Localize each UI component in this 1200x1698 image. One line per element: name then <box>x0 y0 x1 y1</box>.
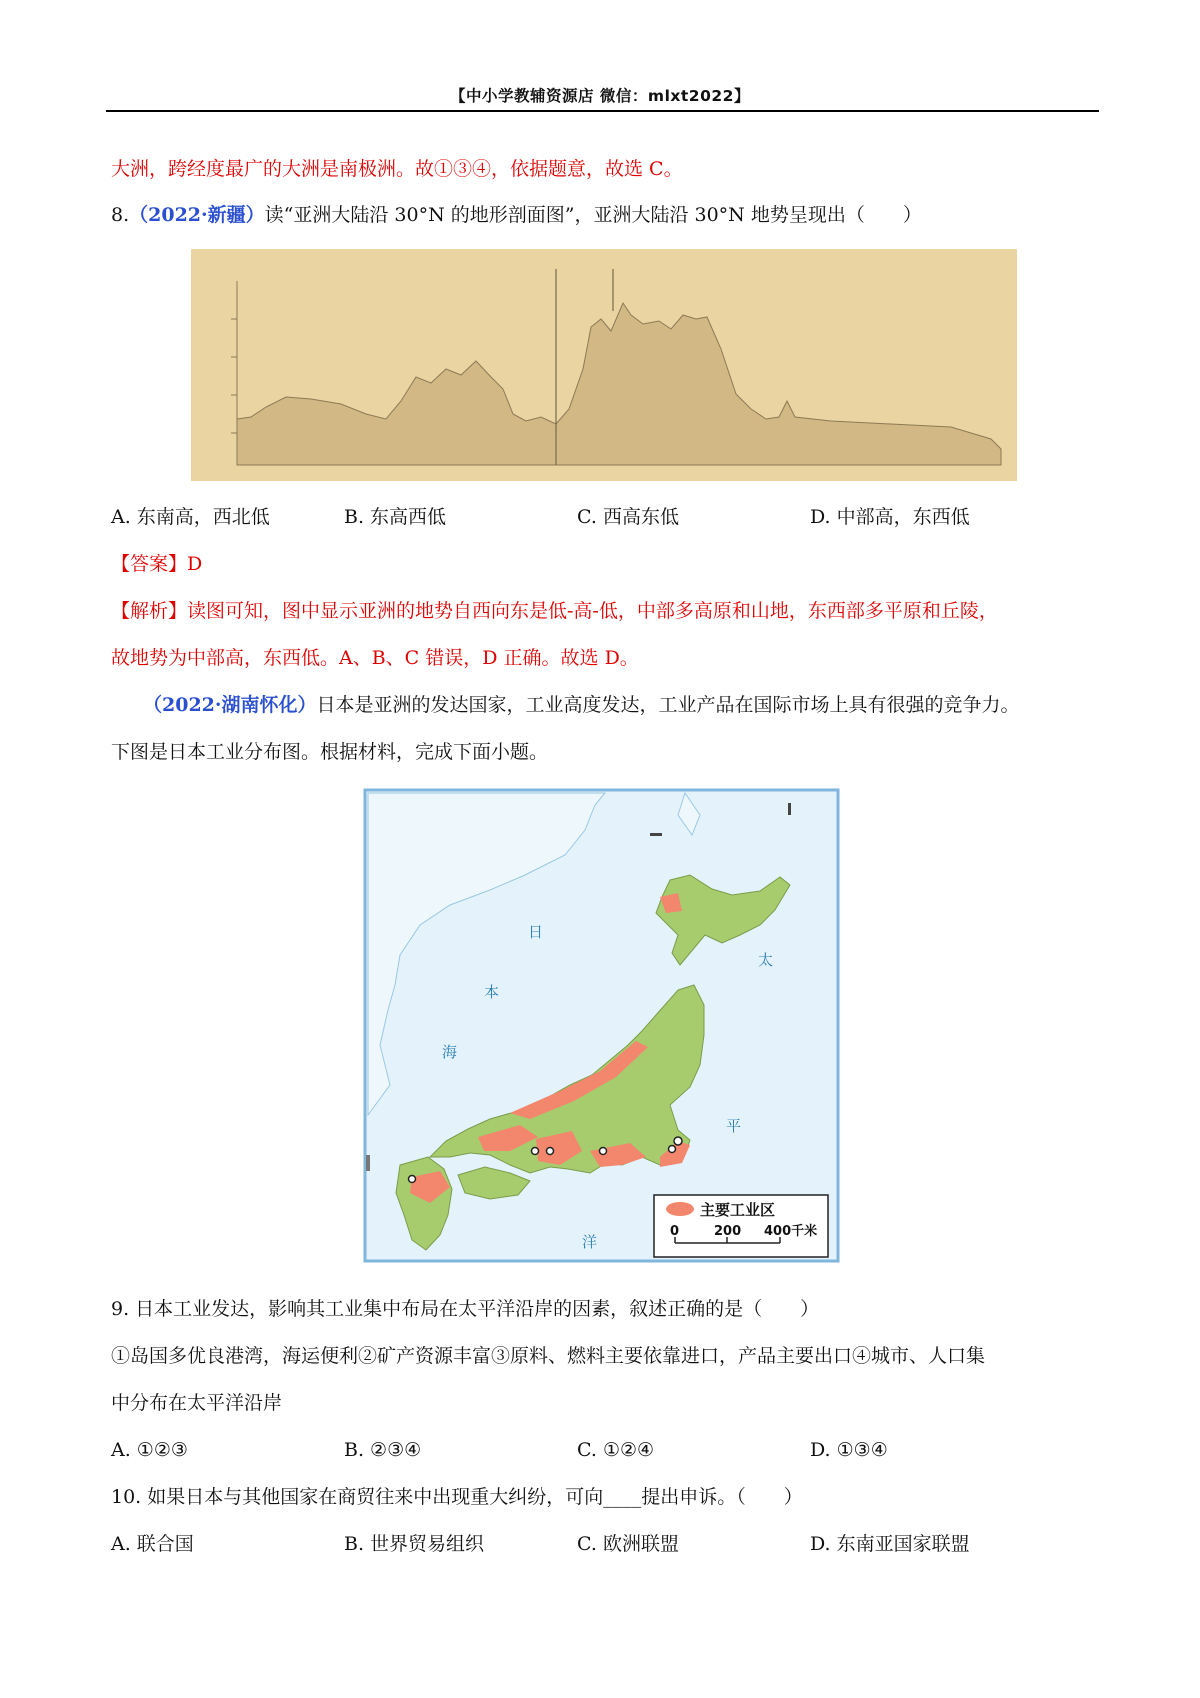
sea-label-hai: 海 <box>442 1043 458 1061</box>
legend-label: 主要工业区 <box>700 1201 776 1219</box>
question-8-stem <box>111 202 922 228</box>
sea-label-ri: 日 <box>528 923 544 941</box>
q10-option-a[interactable]: A. 联合国 <box>111 1533 194 1555</box>
previous-answer-tail: 大洲，跨经度最广的大洲是南极洲。故①③④，依据题意，故选 C。 <box>111 158 683 180</box>
scale-400: 400千米 <box>764 1224 818 1239</box>
material-line-2: 下图是日本工业分布图。根据材料，完成下面小题。 <box>111 741 549 763</box>
question-9-stem: 9. 日本工业发达，影响其工业集中布局在太平洋沿岸的因素，叙述正确的是（ ） <box>111 1298 820 1320</box>
question-9-items-2: 中分布在太平洋沿岸 <box>111 1392 283 1414</box>
material-line-1 <box>143 692 1020 718</box>
question-9-items-1: ①岛国多优良港湾，海运便利②矿产资源丰富③原料、燃料主要依靠进口，产品主要出口④城市、人口集 <box>111 1345 986 1367</box>
q8-analysis-line-2: 故地势为中部高，东西低。A、B、C 错误，D 正确。故选 D。 <box>111 647 639 669</box>
sea-label-ben: 本 <box>484 983 500 1001</box>
question-10-stem: 10. 如果日本与其他国家在商贸往来中出现重大纠纷，可向____提出申诉。（ ） <box>111 1486 803 1508</box>
q8-option-b[interactable]: B. 东高西低 <box>344 506 447 528</box>
q10-option-c[interactable]: C. 欧洲联盟 <box>577 1533 679 1555</box>
q9-option-c[interactable]: C. ①②④ <box>577 1439 655 1461</box>
q8-option-c[interactable]: C. 西高东低 <box>577 506 679 528</box>
ocean-label-ping: 平 <box>726 1117 742 1135</box>
q9-option-d[interactable]: D. ①③④ <box>810 1439 888 1461</box>
source-tag: （2022·新疆） <box>129 204 265 226</box>
japan-industry-map <box>360 785 843 1266</box>
q9-option-a[interactable]: A. ①②③ <box>111 1439 188 1461</box>
source-tag: （2022·湖南怀化） <box>143 694 317 716</box>
q8-option-d[interactable]: D. 中部高，东西低 <box>810 506 970 528</box>
q8-analysis-line-1: 【解析】读图可知，图中显示亚洲的地势自西向东是低-高-低，中部多高原和山地，东西部多平原和丘陵， <box>111 600 998 622</box>
map-legend <box>654 1195 828 1257</box>
scale-0: 0 <box>670 1224 680 1239</box>
question-number: 8. <box>111 204 130 226</box>
material-text: 日本是亚洲的发达国家，工业高度发达，工业产品在国际市场上具有很强的竞争力。 <box>316 694 1020 716</box>
page-header: 【中小学教辅资源店 微信：mlxt2022】 <box>450 87 750 105</box>
header-divider <box>106 110 1099 112</box>
q9-option-b[interactable]: B. ②③④ <box>344 1439 422 1461</box>
question-text: 读“亚洲大陆沿 30°N 的地形剖面图”，亚洲大陆沿 30°N 地势呈现出（ ） <box>264 204 922 226</box>
q8-answer: 【答案】D <box>111 553 203 575</box>
q10-option-b[interactable]: B. 世界贸易组织 <box>344 1533 485 1555</box>
terrain-profile-figure <box>191 249 1017 481</box>
q10-option-d[interactable]: D. 东南亚国家联盟 <box>810 1533 970 1555</box>
ocean-label-yang: 洋 <box>582 1233 598 1251</box>
scale-200: 200 <box>714 1224 742 1239</box>
ocean-label-tai: 太 <box>758 951 774 969</box>
q8-option-a[interactable]: A. 东南高，西北低 <box>111 506 270 528</box>
